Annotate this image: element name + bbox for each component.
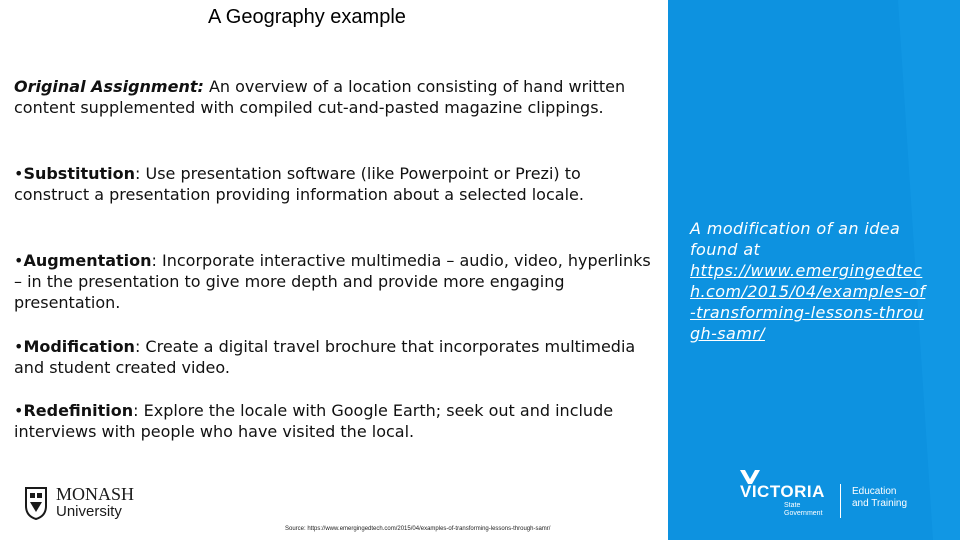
modification-note	[690, 218, 926, 344]
modification-label: Modification	[23, 337, 135, 356]
augmentation-item	[14, 250, 654, 313]
original-assignment-label: Original Assignment:	[14, 77, 204, 96]
victoria-government-logo	[740, 470, 930, 522]
education-training-label	[852, 486, 907, 510]
state-label: State	[784, 502, 801, 509]
modification-item	[14, 336, 654, 378]
state-government-label	[784, 502, 823, 518]
source-link[interactable]: https://www.emergingedtech.com/2015/04/examples-of-transforming-lessons-through-samr/	[690, 261, 926, 343]
source-caption: Source: https://www.emergingedtech.com/2015/04/examples-of-transforming-lessons-through-samr/	[285, 526, 551, 532]
education-label: Education	[852, 486, 897, 497]
redefinition-item	[14, 400, 654, 442]
redefinition-text: : Explore the locale with Google Earth; seek out and include interviews with people who have visited the local.	[14, 401, 614, 441]
modification-note-text: A modification of an idea found at	[690, 219, 901, 259]
bullet: •	[14, 251, 24, 270]
original-assignment	[14, 76, 654, 118]
substitution-label: Substitution	[23, 164, 136, 183]
augmentation-text: : Incorporate interactive multimedia – audio, video, hyperlinks – in the presentation to give more depth and provide more engaging presentation.	[14, 251, 651, 312]
redefinition-label: Redefinition	[23, 401, 134, 420]
substitution-text: : Use presentation software (like Powerpoint or Prezi) to construct a presentation providing information about a selected locale.	[14, 164, 584, 204]
government-label: Government	[784, 510, 823, 517]
monash-subtitle: University	[56, 503, 122, 520]
victoria-wordmark: VICTORIA	[740, 482, 825, 501]
logo-divider	[840, 484, 841, 518]
modification-text: : Create a digital travel brochure that incorporates multimedia and student created video.	[14, 337, 636, 377]
augmentation-label: Augmentation	[23, 251, 152, 270]
original-assignment-text: An overview of a location consisting of hand written content supplemented with compiled cut-and-pasted magazine clippings.	[14, 77, 626, 117]
substitution-item	[14, 163, 654, 205]
monash-logo	[24, 486, 154, 522]
bullet: •	[14, 337, 24, 356]
slide-title: A Geography example	[208, 6, 406, 28]
monash-crest-icon	[24, 486, 48, 520]
monash-wordmark: MONASH	[56, 484, 135, 504]
bullet: •	[14, 164, 24, 183]
training-label: and Training	[852, 498, 908, 509]
bullet: •	[14, 401, 24, 420]
